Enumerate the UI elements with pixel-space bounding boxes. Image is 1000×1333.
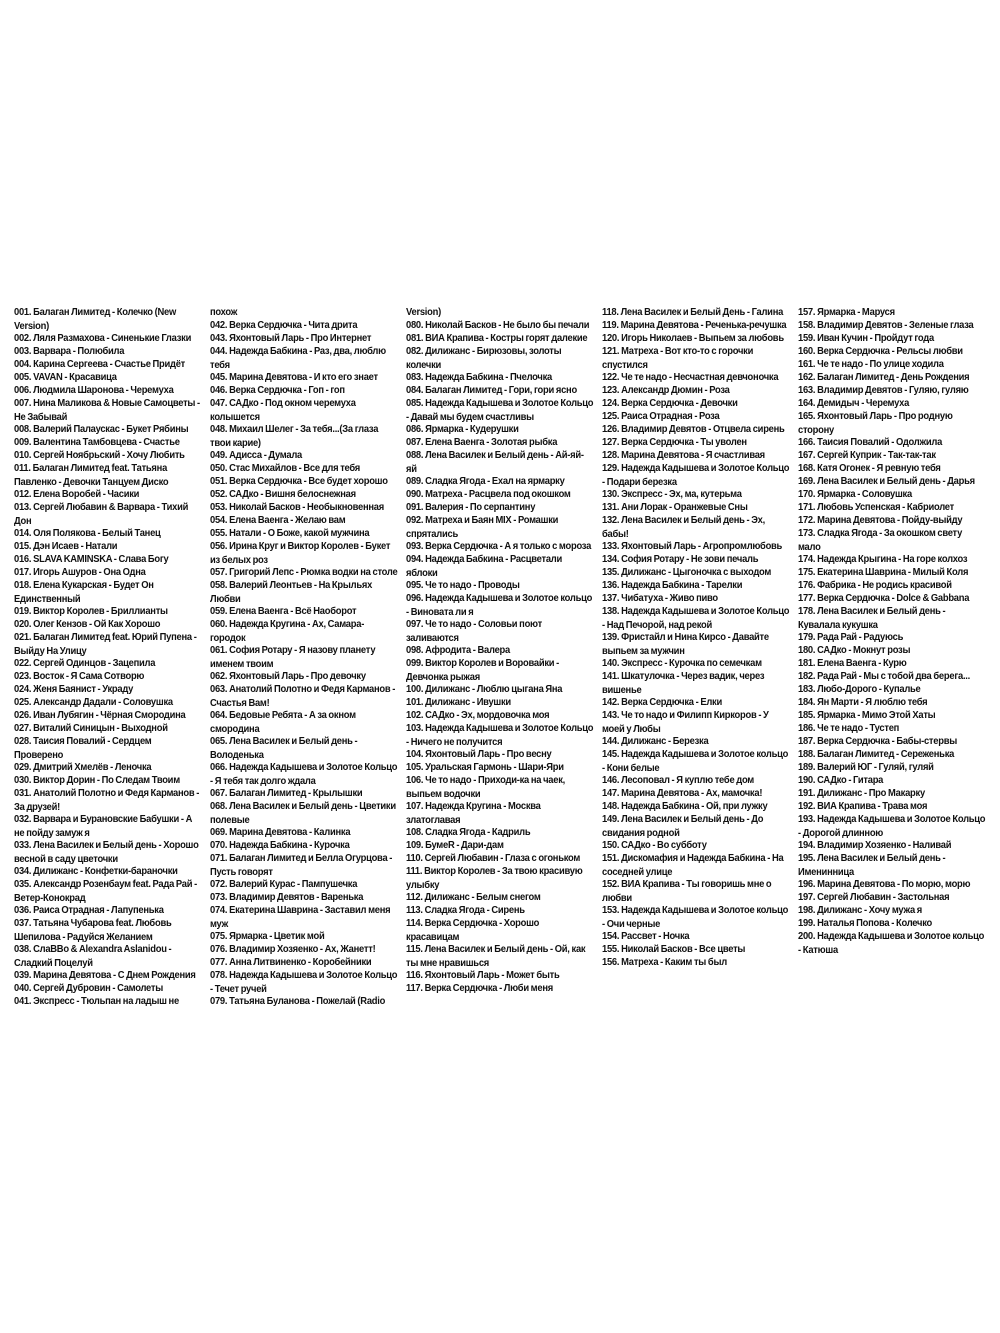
track-entry: 012. Елена Воробей - Часики bbox=[14, 487, 140, 499]
track-entry: 044. Надежда Бабкина - Раз, два, люблю тебя bbox=[210, 344, 386, 370]
track-entry: 097. Че то надо - Соловьи поют заливаются bbox=[406, 617, 542, 643]
track-entry: 030. Виктор Дорин - По Следам Твоим bbox=[14, 773, 180, 785]
track-entry: 165. Яхонтовый Ларь - Про родную сторону bbox=[798, 409, 953, 435]
track-entry: 005. VAVAN - Красавица bbox=[14, 370, 117, 382]
track-entry: 069. Марина Девятова - Калинка bbox=[210, 825, 351, 837]
track-entry: 095. Че то надо - Проводы bbox=[406, 578, 520, 590]
track-entry: 074. Екатерина Шаврина - Заставил меня муж bbox=[210, 903, 391, 929]
track-entry: 038. СлаВВо & Alexandra Aslanidou - Сладкий Поцелуй bbox=[14, 942, 172, 968]
track-entry: 126. Владимир Девятов - Отцвела сирень bbox=[602, 422, 785, 434]
track-entry: 018. Елена Кукарская - Будет Он Единственный bbox=[14, 578, 154, 604]
track-entry: 122. Че те надо - Несчастная девчоночка bbox=[602, 370, 779, 382]
track-entry: 050. Стас Михайлов - Все для тебя bbox=[210, 461, 361, 473]
track-entry: 034. Дилижанс - Конфетки-бараночки bbox=[14, 864, 178, 876]
track-entry: 134. София Ротару - Не зови печаль bbox=[602, 552, 759, 564]
track-entry: 153. Надежда Кадышева и Золотое кольцо - Очи черные bbox=[602, 903, 789, 929]
track-entry: 120. Игорь Николаев - Выпьем за любовь bbox=[602, 331, 784, 343]
track-entry: 105. Уральская Гармонь - Шари-Яри bbox=[406, 760, 564, 772]
track-entry: 027. Виталий Синицын - Выходной bbox=[14, 721, 168, 733]
track-entry: 093. Верка Сердючка - А я только с мороза bbox=[406, 539, 592, 551]
track-entry: 129. Надежда Кадышева и Золотое Кольцо - Подари березка bbox=[602, 461, 790, 487]
track-entry: 112. Дилижанс - Белым снегом bbox=[406, 890, 541, 902]
track-entry: 057. Григорий Лепс - Рюмка водки на столе bbox=[210, 565, 398, 577]
track-entry: 065. Лена Василек и Белый день - Володенька bbox=[210, 734, 358, 760]
track-entry: 136. Надежда Бабкина - Тарелки bbox=[602, 578, 743, 590]
track-entry: 084. Балаган Лимитед - Гори, гори ясно bbox=[406, 383, 577, 395]
track-entry: 066. Надежда Кадышева и Золотое Кольцо - Я тебя так долго ждала bbox=[210, 760, 398, 786]
track-entry: 161. Че те надо - По улице ходила bbox=[798, 357, 944, 369]
track-entry: 026. Иван Лубягин - Чёрная Смородина bbox=[14, 708, 186, 720]
track-entry: 031. Анатолий Полотно и Федя Карманов - За друзей! bbox=[14, 786, 200, 812]
track-entry: 024. Женя Баянист - Украду bbox=[14, 682, 134, 694]
track-entry: 115. Лена Василек и Белый день - Ой, как ты мне нравишься bbox=[406, 942, 586, 968]
track-entry: 106. Че то надо - Приходи-ка на чаек, выпьем водочки bbox=[406, 773, 565, 799]
track-entry: 081. ВИА Крапива - Костры горят далекие bbox=[406, 331, 588, 343]
track-entry: 113. Сладка Ягода - Сирень bbox=[406, 903, 525, 915]
track-entry: 048. Михаил Шелег - За тебя...(За глаза твои карие) bbox=[210, 422, 379, 448]
track-entry: 179. Рада Рай - Радуюсь bbox=[798, 630, 904, 642]
track-entry: 056. Ирина Круг и Виктор Королев - Букет из белых роз bbox=[210, 539, 391, 565]
track-entry: 091. Валерия - По серпантину bbox=[406, 500, 536, 512]
track-entry: 138. Надежда Кадышева и Золотое Кольцо - Над Печорой, над рекой bbox=[602, 604, 790, 630]
track-entry: 013. Сергей Любавин & Варвара - Тихий Дон bbox=[14, 500, 189, 526]
track-entry: 130. Экспресс - Эх, ма, кутерьма bbox=[602, 487, 742, 499]
track-entry: 094. Надежда Бабкина - Расцветали яблоки bbox=[406, 552, 563, 578]
track-entry: 151. Дискомафия и Надежда Бабкина - На соседней улице bbox=[602, 851, 784, 877]
track-entry: 167. Сергей Куприк - Так-так-так bbox=[798, 448, 936, 460]
track-entry: 096. Надежда Кадышева и Золотое кольцо - Виновата ли я bbox=[406, 591, 593, 617]
track-entry: 040. Сергей Дубровин - Самолеты bbox=[14, 981, 163, 993]
track-column-2 bbox=[210, 304, 406, 1006]
track-entry: 020. Олег Кензов - Ой Как Хорошо bbox=[14, 617, 161, 629]
track-entry: 142. Верка Сердючка - Елки bbox=[602, 695, 722, 707]
track-entry: 046. Верка Сердючка - Гоп - гоп bbox=[210, 383, 345, 395]
track-entry: 036. Раиса Отрадная - Лапупенька bbox=[14, 903, 164, 915]
track-entry: 114. Верка Сердючка - Хорошо красавицам bbox=[406, 916, 540, 942]
track-entry: 073. Владимир Девятов - Варенька bbox=[210, 890, 364, 902]
track-entry: 195. Лена Василек и Белый день - Именинница bbox=[798, 851, 946, 877]
track-entry: 014. Оля Полякова - Белый Танец bbox=[14, 526, 161, 538]
track-entry: 068. Лена Василек и Белый день - Цветики полевые bbox=[210, 799, 396, 825]
track-entry: 039. Марина Девятова - С Днем Рождения bbox=[14, 968, 196, 980]
track-entry: 010. Сергей Ноябрьский - Хочу Любить bbox=[14, 448, 185, 460]
track-entry: 111. Виктор Королев - За твою красивую улыбку bbox=[406, 864, 583, 890]
track-entry: 060. Надежда Кругина - Ах, Самара-городок bbox=[210, 617, 365, 643]
track-entry: похож bbox=[210, 305, 238, 317]
track-entry: 021. Балаган Лимитед feat. Юрий Пупена - Выйду На Улицу bbox=[14, 630, 197, 656]
track-entry: 109. БумеR - Дари-дам bbox=[406, 838, 504, 850]
track-entry: 135. Дилижанс - Цыгоночка с выходом bbox=[602, 565, 772, 577]
track-entry: 145. Надежда Кадышева и Золотое кольцо - Кони белые bbox=[602, 747, 789, 773]
track-entry: 181. Елена Ваенга - Курю bbox=[798, 656, 907, 668]
track-entry: 191. Дилижанс - Про Макарку bbox=[798, 786, 925, 798]
track-entry: 180. САДко - Мокнут розы bbox=[798, 643, 911, 655]
track-entry: 099. Виктор Королев и Воровайки - Девчонка рыжая bbox=[406, 656, 560, 682]
track-entry: 023. Восток - Я Сама Сотворю bbox=[14, 669, 145, 681]
track-entry: 198. Дилижанс - Хочу мужа я bbox=[798, 903, 923, 915]
track-entry: 117. Верка Сердючка - Люби меня bbox=[406, 981, 553, 993]
track-entry: 090. Матреха - Расцвела под окошком bbox=[406, 487, 571, 499]
track-entry: 132. Лена Василек и Белый день - Эх, бабы! bbox=[602, 513, 765, 539]
track-entry: 076. Владимир Хозяенко - Ах, Жанетт! bbox=[210, 942, 376, 954]
track-entry: 144. Дилижанс - Березка bbox=[602, 734, 709, 746]
track-column-3 bbox=[406, 304, 602, 1006]
track-entry: 101. Дилижанс - Ивушки bbox=[406, 695, 511, 707]
track-entry: 149. Лена Василек и Белый день - До свидания родной bbox=[602, 812, 764, 838]
track-entry: 163. Владимир Девятов - Гуляю, гуляю bbox=[798, 383, 969, 395]
track-entry: 170. Ярмарка - Соловушка bbox=[798, 487, 912, 499]
track-entry: 110. Сергей Любавин - Глаза с огоньком bbox=[406, 851, 581, 863]
track-entry: 063. Анатолий Полотно и Федя Карманов - Счастья Вам! bbox=[210, 682, 396, 708]
track-entry: 053. Николай Басков - Необыкновенная bbox=[210, 500, 384, 512]
track-entry: 156. Матреха - Каким ты был bbox=[602, 955, 727, 967]
track-entry: 150. САДко - Во субботу bbox=[602, 838, 707, 850]
track-entry: 025. Александр Дадали - Соловушка bbox=[14, 695, 173, 707]
track-entry: 148. Надежда Бабкина - Ой, при лужку bbox=[602, 799, 768, 811]
track-entry: 171. Любовь Успенская - Кабриолет bbox=[798, 500, 954, 512]
track-entry: 125. Раиса Отрадная - Роза bbox=[602, 409, 720, 421]
track-entry: 159. Иван Кучин - Пройдут года bbox=[798, 331, 934, 343]
track-entry: 077. Анна Литвиненко - Коробейники bbox=[210, 955, 372, 967]
track-entry: 178. Лена Василек и Белый день - Кувалала кукушка bbox=[798, 604, 946, 630]
track-entry: 019. Виктор Королев - Бриллианты bbox=[14, 604, 168, 616]
track-entry: 079. Татьяна Буланова - Пожелай (Radio bbox=[210, 994, 386, 1006]
track-list bbox=[14, 304, 994, 1006]
track-entry: 140. Экспресс - Курочка по семечкам bbox=[602, 656, 762, 668]
track-entry: 160. Верка Сердючка - Рельсы любви bbox=[798, 344, 963, 356]
track-entry: 169. Лена Василек и Белый день - Дарья bbox=[798, 474, 975, 486]
track-entry: 087. Елена Ваенга - Золотая рыбка bbox=[406, 435, 558, 447]
track-entry: 176. Фабрика - Не родись красивой bbox=[798, 578, 952, 590]
track-entry: 102. САДко - Эх, мордовочка моя bbox=[406, 708, 550, 720]
track-entry: 062. Яхонтовый Ларь - Про девочку bbox=[210, 669, 366, 681]
track-entry: 155. Николай Басков - Все цветы bbox=[602, 942, 746, 954]
track-entry: 177. Верка Сердючка - Dolce & Gabbana bbox=[798, 591, 970, 603]
track-entry: 147. Марина Девятова - Ах, мамочка! bbox=[602, 786, 763, 798]
track-entry: 183. Любо-Дорого - Купалье bbox=[798, 682, 921, 694]
track-entry: 049. Адисса - Думала bbox=[210, 448, 303, 460]
track-entry: 085. Надежда Кадышева и Золотое Кольцо - Давай мы будем счастливы bbox=[406, 396, 594, 422]
track-entry: 033. Лена Василек и Белый день - Хорошо весной в саду цветочки bbox=[14, 838, 199, 864]
track-entry: 092. Матреха и Баян MIX - Ромашки спрятались bbox=[406, 513, 559, 539]
track-entry: 141. Шкатулочка - Через вадик, через вишенье bbox=[602, 669, 765, 695]
track-entry: 080. Николай Басков - Не было бы печали bbox=[406, 318, 590, 330]
track-entry: 083. Надежда Бабкина - Пчелочка bbox=[406, 370, 553, 382]
track-entry: 075. Ярмарка - Цветик мой bbox=[210, 929, 325, 941]
track-entry: Version) bbox=[406, 305, 441, 317]
track-entry: 067. Балаган Лимитед - Крылышки bbox=[210, 786, 363, 798]
track-entry: 185. Ярмарка - Мимо Этой Хаты bbox=[798, 708, 936, 720]
track-entry: 166. Таисия Повалий - Одолжила bbox=[798, 435, 943, 447]
track-entry: 139. Фристайл и Нина Кирсо - Давайте выпьем за мужчин bbox=[602, 630, 769, 656]
track-entry: 061. София Ротару - Я назову планету именем твоим bbox=[210, 643, 376, 669]
track-entry: 200. Надежда Кадышева и Золотое кольцо - Катюша bbox=[798, 929, 985, 955]
track-entry: 119. Марина Девятова - Реченька-речушка bbox=[602, 318, 787, 330]
track-entry: 188. Балаган Лимитед - Сереженька bbox=[798, 747, 955, 759]
track-entry: 157. Ярмарка - Маруся bbox=[798, 305, 895, 317]
track-entry: 164. Демидыч - Черемуха bbox=[798, 396, 910, 408]
track-entry: 059. Елена Ваенга - Всё Наоборот bbox=[210, 604, 357, 616]
track-entry: 054. Елена Ваенга - Желаю вам bbox=[210, 513, 346, 525]
track-entry: 007. Нина Маликова & Новые Самоцветы - Не Забывай bbox=[14, 396, 200, 422]
track-entry: 089. Сладка Ягода - Ехал на ярмарку bbox=[406, 474, 565, 486]
track-entry: 118. Лена Василек и Белый День - Галина bbox=[602, 305, 784, 317]
track-entry: 182. Рада Рай - Мы с тобой два берега... bbox=[798, 669, 971, 681]
track-entry: 100. Дилижанс - Люблю цыгана Яна bbox=[406, 682, 563, 694]
track-entry: 003. Варвара - Полюбила bbox=[14, 344, 125, 356]
track-entry: 127. Верка Сердючка - Ты уволен bbox=[602, 435, 747, 447]
track-entry: 196. Марина Девятова - По морю, морю bbox=[798, 877, 971, 889]
track-entry: 052. САДко - Вишня белоснежная bbox=[210, 487, 356, 499]
track-entry: 055. Натали - О Боже, какой мужчина bbox=[210, 526, 370, 538]
track-entry: 121. Матреха - Вот кто-то с горочки спустился bbox=[602, 344, 754, 370]
track-entry: 070. Надежда Бабкина - Курочка bbox=[210, 838, 350, 850]
track-entry: 152. ВИА Крапива - Ты говоришь мне о любви bbox=[602, 877, 772, 903]
track-entry: 011. Балаган Лимитед feat. Татьяна Павленко - Девочки Танцуем Диско bbox=[14, 461, 169, 487]
track-entry: 009. Валентина Тамбовцева - Счастье bbox=[14, 435, 180, 447]
track-entry: 006. Людмила Шаронова - Черемуха bbox=[14, 383, 174, 395]
track-entry: 098. Афродита - Валера bbox=[406, 643, 510, 655]
track-entry: 016. SLAVA KAMINSKA - Слава Богу bbox=[14, 552, 169, 564]
track-entry: 082. Дилижанс - Бирюзовы, золоты колечки bbox=[406, 344, 562, 370]
track-entry: 002. Ляля Размахова - Синенькие Глазки bbox=[14, 331, 192, 343]
track-entry: 190. САДко - Гитара bbox=[798, 773, 884, 785]
track-entry: 193. Надежда Кадышева и Золотое Кольцо - Дорогой длинною bbox=[798, 812, 986, 838]
track-entry: 072. Валерий Курас - Пампушечка bbox=[210, 877, 358, 889]
track-entry: 131. Ани Лорак - Оранжевые Сны bbox=[602, 500, 748, 512]
track-entry: 058. Валерий Леонтьев - На Крыльях Любви bbox=[210, 578, 373, 604]
track-entry: 086. Ярмарка - Кудерушки bbox=[406, 422, 519, 434]
track-entry: 015. Дэн Исаев - Натали bbox=[14, 539, 118, 551]
track-entry: 104. Яхонтовый Ларь - Про весну bbox=[406, 747, 552, 759]
track-entry: 184. Ян Марти - Я люблю тебя bbox=[798, 695, 928, 707]
track-entry: 001. Балаган Лимитед - Колечко (New Version) bbox=[14, 305, 177, 331]
track-entry: 192. ВИА Крапива - Трава моя bbox=[798, 799, 928, 811]
track-entry: 108. Сладка Ягода - Кадриль bbox=[406, 825, 531, 837]
track-entry: 103. Надежда Кадышева и Золотое Кольцо - Ничего не получится bbox=[406, 721, 594, 747]
track-entry: 197. Сергей Любавин - Застольная bbox=[798, 890, 950, 902]
track-entry: 107. Надежда Кругина - Москва златоглавая bbox=[406, 799, 541, 825]
track-entry: 032. Варвара и Бурановские Бабушки - А не пойду замуж я bbox=[14, 812, 193, 838]
track-entry: 146. Лесоповал - Я куплю тебе дом bbox=[602, 773, 754, 785]
track-entry: 088. Лена Василек и Белый день - Ай-яй-яй bbox=[406, 448, 584, 474]
track-entry: 143. Че то надо и Филипп Киркоров - У моей у Любы bbox=[602, 708, 769, 734]
track-entry: 168. Катя Огонек - Я ревную тебя bbox=[798, 461, 941, 473]
track-entry: 004. Карина Сергеева - Счастье Придёт bbox=[14, 357, 186, 369]
track-entry: 035. Александр Розенбаум feat. Рада Рай - Ветер-Конокрад bbox=[14, 877, 197, 903]
track-entry: 029. Дмитрий Хмелёв - Леночка bbox=[14, 760, 152, 772]
track-entry: 047. САДко - Под окном черемуха колышется bbox=[210, 396, 356, 422]
track-entry: 189. Валерий ЮГ - Гуляй, гуляй bbox=[798, 760, 934, 772]
track-column-1 bbox=[14, 304, 210, 1006]
track-column-4 bbox=[602, 304, 798, 1006]
track-entry: 133. Яхонтовый Ларь - Агропромлюбовь bbox=[602, 539, 783, 551]
track-entry: 071. Балаган Лимитед и Белла Огурцова - Пусть говорят bbox=[210, 851, 393, 877]
track-entry: 028. Таисия Повалий - Сердцем Проверено bbox=[14, 734, 152, 760]
track-entry: 128. Марина Девятова - Я счастливая bbox=[602, 448, 765, 460]
track-entry: 175. Екатерина Шаврина - Милый Коля bbox=[798, 565, 969, 577]
track-entry: 037. Татьяна Чубарова feat. Любовь Шепилова - Радуйся Желанием bbox=[14, 916, 172, 942]
track-entry: 124. Верка Сердючка - Девочки bbox=[602, 396, 738, 408]
track-entry: 043. Яхонтовый Ларь - Про Интернет bbox=[210, 331, 372, 343]
track-entry: 022. Сергей Одинцов - Зацепила bbox=[14, 656, 156, 668]
track-entry: 045. Марина Девятова - И кто его знает bbox=[210, 370, 378, 382]
track-entry: 172. Марина Девятова - Пойду-выйду bbox=[798, 513, 963, 525]
track-entry: 186. Че те надо - Тустеп bbox=[798, 721, 900, 733]
track-entry: 158. Владимир Девятов - Зеленые глаза bbox=[798, 318, 974, 330]
track-entry: 042. Верка Сердючка - Чита дрита bbox=[210, 318, 358, 330]
track-entry: 137. Чибатуха - Живо пиво bbox=[602, 591, 718, 603]
track-entry: 051. Верка Сердючка - Все будет хорошо bbox=[210, 474, 388, 486]
track-entry: 154. Рассвет - Ночка bbox=[602, 929, 690, 941]
track-entry: 123. Александр Дюмин - Роза bbox=[602, 383, 730, 395]
track-entry: 162. Балаган Лимитед - День Рождения bbox=[798, 370, 970, 382]
track-entry: 078. Надежда Кадышева и Золотое Кольцо - Течет ручей bbox=[210, 968, 398, 994]
track-entry: 064. Бедовые Ребята - А за окном смородина bbox=[210, 708, 356, 734]
track-entry: 194. Владимир Хозяенко - Наливай bbox=[798, 838, 952, 850]
track-entry: 008. Валерий Палаускас - Букет Рябины bbox=[14, 422, 189, 434]
track-entry: 199. Наталья Попова - Колечко bbox=[798, 916, 932, 928]
track-entry: 173. Сладка Ягода - За окошком свету мало bbox=[798, 526, 963, 552]
track-entry: 017. Игорь Ашуров - Она Одна bbox=[14, 565, 146, 577]
track-column-5 bbox=[798, 304, 994, 1006]
track-entry: 187. Верка Сердючка - Бабы-стервы bbox=[798, 734, 957, 746]
track-entry: 174. Надежда Крыгина - На горе колхоз bbox=[798, 552, 968, 564]
track-entry: 041. Экспресс - Тюльпан на ладыш не bbox=[14, 994, 179, 1006]
track-entry: 116. Яхонтовый Ларь - Может быть bbox=[406, 968, 560, 980]
